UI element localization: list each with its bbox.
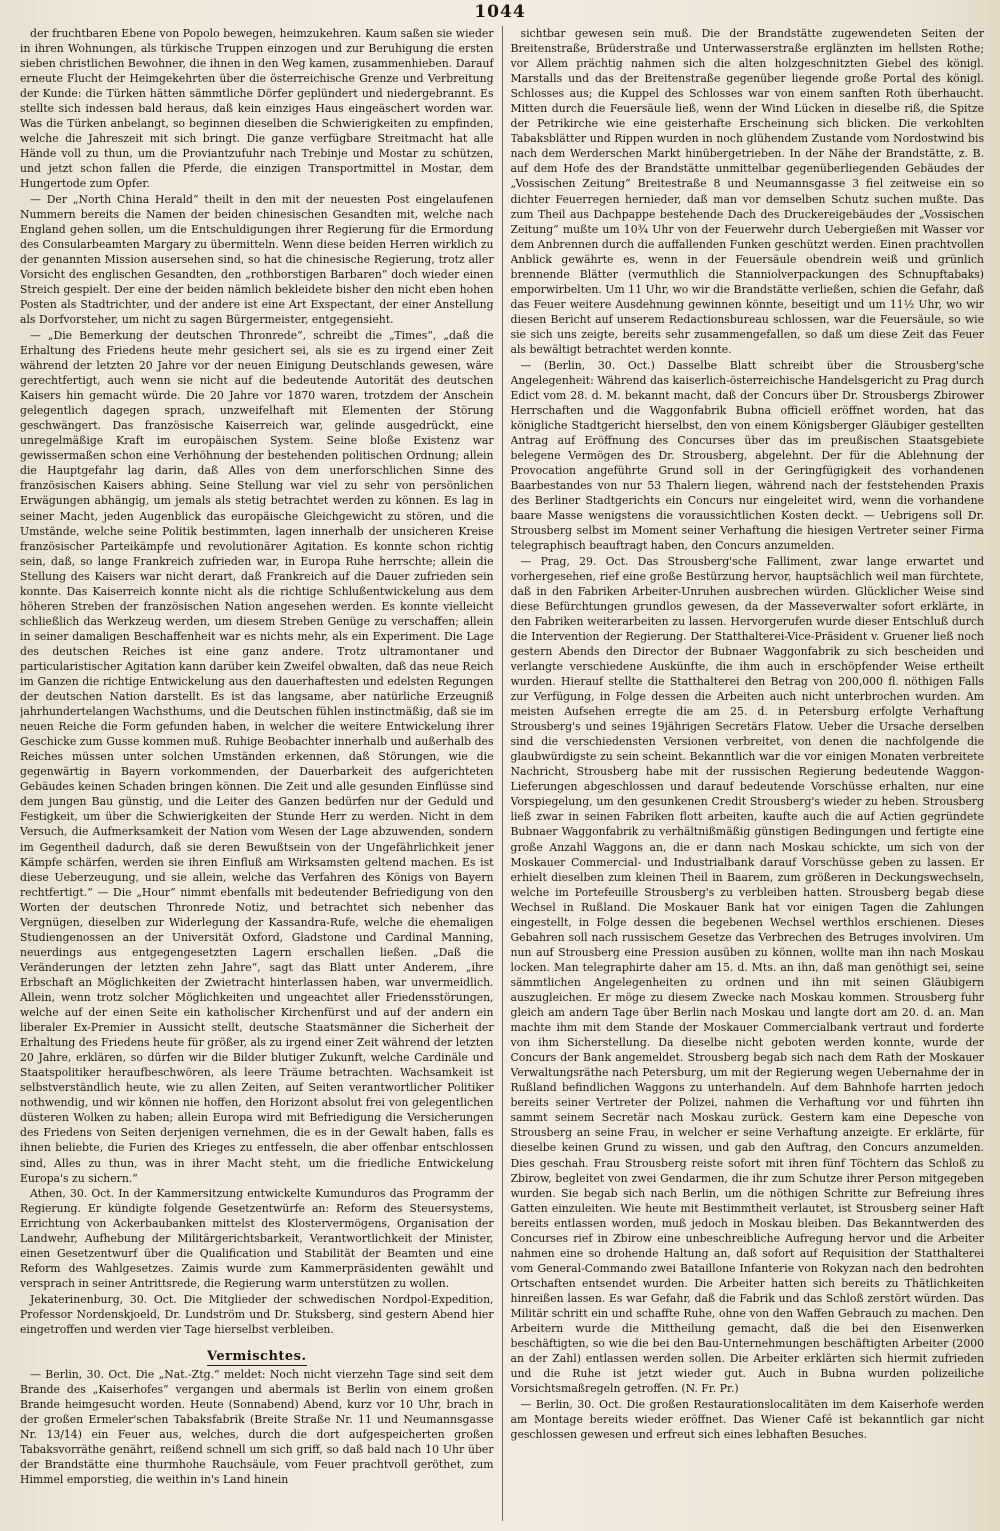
- column-divider: [502, 26, 503, 1521]
- paragraph-kaiserhof: — Berlin, 30. Oct. Die großen Restaurationslocalitäten im dem Kaiserhofe werden am Montage bereits wieder eröffnet. Das Wiener Café ist bekanntlich gar nicht geschlossen gewesen und erfreut sich eines lebhaften Besuches.: [510, 1397, 985, 1441]
- paragraph-strousberg-berlin: — (Berlin, 30. Oct.) Dasselbe Blatt schreibt über die Strousberg'sche Angelegenheit: Während das kaiserlich-österreichische Handelsgericht zu Prag durch Edict vom 28. d. M. bekannt macht, daß der Concurs über Dr. Strousbergs Zbirower Herrschaften und die Waggonfabrik Bubna officiell eröffnet worden, hat das königliche Stadtgericht hierselbst, den von einem Königsberger Gläubiger gestellten Antrag auf Eröffnung des Concurses über das im preußischen Staatsgebiete belegene Vermögen des Dr. Strousberg, abgelehnt. Der für die Ablehnung der Provocation angeführte Grund soll in der Geringfügigkeit des vorhandenen Baarbestandes von nur 53 Thalern liegen, während nach der feststehenden Praxis des Berliner Stadtgerichts ein Concurs nur eingeleitet wird, wenn die vorhandene baare Masse wenigstens die voraussichtlichen Kosten deckt. — Uebrigens soll Dr. Strousberg selbst im Moment seiner Verhaftung die hiesigen Vertreter seiner Firma telegraphisch beauftragt haben, den Concurs anzumelden.: [510, 358, 985, 553]
- paragraph-fire-continued: sichtbar gewesen sein muß. Die der Brandstätte zugewendeten Seiten der Breitenstraße, Brüderstraße und Unterwasserstraße erglänzten im hellsten Rothe; vor Allem prächtig nahmen sich die alten holzgeschnitzten Giebel des königl. Marstalls und das der Breitenstraße gegenüber liegende große Portal des königl. Schlosses aus; die Kuppel des Schlosses war von einem sanften Roth überhaucht. Mitten durch die Feuersäule ließ, wenn der Wind Lücken in dieselbe riß, die Spitze der Petrikirche wie eine geisterhafte Erscheinung sich blicken. Die verkohlten Tabaksblätter und Rippen wurden in noch glühendem Zustande vom Nordostwind bis nach dem Werderschen Markt hinübergetrieben. In der Nähe der Brandstätte, z. B. auf dem Hofe des der Brandstätte unmittelbar gegenüberliegenden Gebäudes der „Vossischen Zeitung“ Breitestraße 8 und Neumannsgasse 3 fiel zeitweise ein so dichter Feuerregen hernieder, daß man vor demselben Schutz suchen mußte. Das zum Theil aus Dachpappe bestehende Dach des Druckereigebäudes der „Vossischen Zeitung“ mußte um 10¾ Uhr von der Feuerwehr durch Uebergießen mit Wasser vor dem Anbrennen durch die auffallenden Funken geschützt werden. Einen prachtvollen Anblick gewährte es, wenn in der Feuersäule obendrein weiß und grünlich brennende Blätter (vermuthlich die Stanniolverpackungen des Schnupftabaks) emporwirbelten. Um 11 Uhr, wo wir die Brandstätte verließen, schien die Gefahr, daß das Feuer weitere Ausdehnung gewinnen könnte, beseitigt und um 11½ Uhr, wo wir diesen Bericht auf unserem Redactionsbureau schlossen, war die Feuersäule, so wie sie sich uns zeigte, bereits sehr zusammengefallen, so daß um diese Zeit das Feuer als bewältigt betrachtet werden konnte.: [510, 27, 985, 356]
- text-columns: [20, 26, 984, 1521]
- paragraph-jekaterinenburg: Jekaterinenburg, 30. Oct. Die Mitglieder der schwedischen Nordpol-Expedition, Professor Nordenskjoeld, Dr. Lundström und Dr. Stuksberg, sind gestern Abend hier eingetroffen und werden vier Tage hierselbst verbleiben.: [20, 1292, 494, 1337]
- section-heading-text: Vermischtes.: [207, 1349, 307, 1365]
- left-column: [20, 26, 494, 1521]
- right-column: [511, 26, 985, 1521]
- page-number: 1044: [474, 2, 526, 22]
- paragraph-thronrede: — „Die Bemerkung der deutschen Thronrede“, schreibt die „Times“, „daß die Erhaltung des Friedens heute mehr gesichert sei, als sie es zu irgend einer Zeit während der letzten 20 Jahre vor der neuen Einigung Deutschlands gewesen, wäre gerechtfertigt, auch wenn sie nicht auf die bedeutende Autorität des deutschen Kaisers hin gemacht würde. Die 20 Jahre vor 1870 waren, trotzdem der Anschein gelegentlich dagegen sprach, unzweifelhaft mit Elementen der Störung geschwängert. Das französische Kaiserreich war, gelinde ausgedrückt, eine unregelmäßige Kraft im europäischen System. Seine bloße Existenz war gewissermaßen schon eine Verhöhnung der bestehenden politischen Ordnung; allein die Hauptgefahr lag darin, daß Alles von dem unerforschlichen Sinne des französischen Kaisers abhing. Seine Stellung war viel zu sehr von persönlichen Erwägungen abhängig, um jemals als stetig betrachtet werden zu können. Es lag in seiner Macht, jeden Augenblick das europäische Gleichgewicht zu stören, und die Umstände, welche seine Politik bestimmten, lagen innerhalb der unsicheren Kreise französischer Parteikämpfe und revolutionärer Agitation. Es konnte schon richtig sein, daß, so lange Frankreich zufrieden war, in Europa Ruhe herrschte; allein die Stellung des Kaisers war nicht derart, daß Frankreich auf die Dauer zufrieden sein konnte. Das Kaiserreich konnte nicht als die richtige Schlußentwickelung aus dem höheren Streben der französischen Nation angesehen werden. Es konnte vielleicht schließlich das Werkzeug werden, um diesem Streben Genüge zu verschaffen; allein in seiner damaligen Beschaffenheit war es nichts mehr, als ein Experiment. Die Lage des deutschen Reiches ist eine ganz andere. Trotz ultramontaner und particularistischer Agitation kann darüber kein Zweifel obwalten, daß das neue Reich im Ganzen die richtige Entwickelung aus den dauerhaftesten und edelsten Regungen der deutschen Nation darstellt. Es ist das langsame, aber natürliche Erzeugniß jahrhundertelangen Wachsthums, und die Deutschen fühlen instinctmäßig, daß sie im neuen Reiche die Form gefunden haben, in welcher die weitere Entwickelung ihrer Geschicke zum Gusse kommen muß. Ruhige Beobachter innerhalb und außerhalb des Reiches müssen unter solchen Umständen erkennen, daß Störungen, wie die gegenwärtig in Bayern vorkommenden, der Dauerbarkeit des aufgerichteten Gebäudes keinen Schaden bringen können. Die Zeit und alle gesunden Einflüsse sind dem jungen Bau günstig, und die Leiter des Ganzen bedürfen nur der Geduld und Festigkeit, um über die Schwierigkeiten der Stunde Herr zu werden. Nicht in dem Versuch, die Aufmerksamkeit der Nation vom Wesen der Lage abzuwenden, sondern im Gegentheil dadurch, daß sie deren Bewußtsein von der Ungefährlichkeit jener Kämpfe schärfen, werden sie ihren Einfluß am Wirksamsten geltend machen. Es ist diese Ueberzeugung, und sie allein, welche das Verfahren des Königs von Bayern rechtfertigt.“ — Die „Hour“ nimmt ebenfalls mit bedeutender Befriedigung von den Worten der deutschen Thronrede Notiz, und betrachtet sich nebenher das Vergnügen, dieselben zur Widerlegung der Kassandra-Rufe, welche die ehemaligen Studiengenossen an der Universität Oxford, Gladstone und Cardinal Manning, neuerdings aus entgegengesetzten Lagern erschallen ließen. „Daß die Veränderungen der letzten zehn Jahre“, sagt das Blatt unter Anderem, „ihre Erbschaft an Möglichkeiten der Zwietracht hinterlassen haben, war unvermeidlich. Allein, wenn trotz solcher Möglichkeiten und ungeachtet aller Friedensstörungen, welche auf der einen Seite ein katholischer Kirchenfürst und auf der andern ein liberaler Ex-Premier in Aussicht stellt, deutsche Staatsmänner die Sicherheit der Erhaltung des Friedens heute für größer, als zu irgend einer Zeit während der letzten 20 Jahre, erklären, so dürfen wir die Bilder blutiger Zukunft, welche Cardinäle und Staatspolitiker heraufbeschwören, als leere Träume betrachten. Wachsamkeit ist selbstverständlich heute, wie zu allen Zeiten, auf Seiten verantwortlicher Politiker nothwendig, und wir können nie hoffen, den Horizont absolut frei von gelegentlichen düsteren Wolken zu haben; allein Europa wird mit Befriedigung die Versicherungen des Friedens von Seiten derjenigen vernehmen, die es in der Gewalt haben, falls es ihnen beliebte, die Furien des Krieges zu entfesseln, die aber offenbar entschlossen sind, Alles zu thun, was in ihrer Macht steht, um die friedliche Entwickelung Europa's zu sichern.“: [20, 328, 494, 1185]
- paragraph-china-herald: — Der „North China Herald“ theilt in den mit der neuesten Post eingelaufenen Nummern bereits die Namen der beiden chinesischen Gesandten mit, welche nach England gehen sollen, um die Entschuldigungen ihrer Regierung für die Ermordung des Consularbeamten Margary zu übermitteln. Wenn diese beiden Herren wirklich zu der genannten Mission ausersehen sind, so hat die chinesische Regierung, trotz aller Vorsicht des englischen Gesandten, den „rothborstigen Barbaren“ doch wieder einen Streich gespielt. Der eine der beiden nämlich bekleidete bisher den nicht eben hohen Posten als Stadtrichter, und der andere ist eine Art Exspectant, der einer Anstellung als Dorfvorsteher, um nicht zu sagen Bürgermeister, entgegensieht.: [20, 193, 494, 327]
- paragraph-berlin-fire: — Berlin, 30. Oct. Die „Nat.-Ztg.“ meldet: Noch nicht vierzehn Tage sind seit dem Brande des „Kaiserhofes“ vergangen und abermals ist Berlin von einem großen Brande heimgesucht worden. Heute (Sonnabend) Abend, kurz vor 10 Uhr, brach in der großen Ermeler'schen Tabaksfabrik (Breite Straße Nr. 11 und Neumannsgasse Nr. 13/14) ein Feuer aus, welches, durch die dort aufgespeicherten großen Tabaksvorräthe genährt, reißend schnell um sich griff, so daß bald nach 10 Uhr über der Brandstätte eine thurmhohe Rauchsäule, vom Feuer prachtvoll geröthet, zum Himmel emporstieg, die weithin in's Land hinein: [20, 1368, 494, 1487]
- paragraph-athen: Athen, 30. Oct. In der Kammersitzung entwickelte Kumunduros das Programm der Regierung. Er kündigte folgende Gesetzentwürfe an: Reform des Steuersystems, Errichtung von Ackerbaubanken mittelst des Klostervermögens, Organisation der Landwehr, Aufhebung der Militärgerichtsbarkeit, Verantwortlichkeit der Minister, einen Gesetzentwurf über die Qualification und Stabilität der Beamten und eine Reform des Wahlgesetzes. Zaimis wurde zum Kammerpräsidenten gewählt und versprach in seiner Antrittsrede, die Regierung warm unterstützen zu wollen.: [20, 1187, 494, 1291]
- paragraph-bosnia: der fruchtbaren Ebene von Popolo bewegen, heimzukehren. Kaum saßen sie wieder in ihren Wohnungen, als türkische Truppen einzogen und zur Beruhigung die ersten sieben christlichen Bewohner, die ihnen in den Weg kamen, zusammenhieben. Darauf erneute Flucht der Heimgekehrten über die österreichische Grenze und Verbreitung der Kunde: die Türken hätten sämmtliche Dörfer geplündert und niedergebrannt. Es stellte sich indessen bald heraus, daß kein einziges Haus eingeäschert worden war. Was die Türken anbelangt, so beginnen dieselben die Schwierigkeiten zu empfinden, welche die Jahreszeit mit sich bringt. Die ganze verfügbare Streitmacht hat alle Hände voll zu thun, um die Proviantzufuhr nach Trebinje und Mostar zu schützen, und jetzt schon fallen die Pferde, die einzigen Transportmittel in Mostar, dem Hungertode zum Opfer.: [20, 27, 494, 191]
- section-heading: [20, 1349, 494, 1364]
- paragraph-strousberg-prag: — Prag, 29. Oct. Das Strousberg'sche Falliment, zwar lange erwartet und vorhergesehen, rief eine große Bestürzung hervor, hauptsächlich weil man fürchtete, daß in den Fabriken Arbeiter-Unruhen ausbrechen würden. Glücklicher Weise sind diese Befürchtungen grundlos gewesen, da der Masseverwalter sofort erklärte, in den Fabriken weiterarbeiten zu lassen. Hervorgerufen wurde dieser Entschluß durch die Intervention der Regierung. Der Statthalterei-Vice-Präsident v. Gruener ließ noch gestern Abends den Director der Bubnaer Waggonfabrik zu sich bescheiden und verlangte verschiedene Auskünfte, die ihm auch in erschöpfender Weise ertheilt wurden. Hierauf stellte die Statthalterei den Betrag von 200,000 fl. nöthigen Falls zur Verfügung, in Folge dessen die Arbeiten auch nicht unterbrochen wurden. Am meisten Aufsehen erregte die am 25. d. in Petersburg erfolgte Verhaftung Strousberg's und seines 19jährigen Secretärs Flatow. Ueber die Ursache derselben sind die verschiedensten Versionen verbreitet, von denen die nachfolgende die glaubwürdigste zu sein scheint. Bekanntlich war die vor einigen Monaten verbreitete Nachricht, Strousberg habe mit der russischen Regierung bedeutende Waggon-Lieferungen abgeschlossen und darauf bedeutende Vorschüsse erhalten, nur eine Vorspiegelung, um den gesunkenen Credit Strousberg's wieder zu heben. Strousberg ließ zwar in seinen Fabriken flott arbeiten, kaufte auch die auf Actien gegründete Bubnaer Waggonfabrik zu verhältnißmäßig günstigen Bedingungen und fertigte eine große Anzahl Waggons an, die er dann nach Moskau schickte, um sich von der Moskauer Commercial- und Industrialbank darauf Vorschüsse geben zu lassen. Er erhielt dieselben zum kleinen Theil in Baarem, zum größeren in Deckungswechseln, welche im Portefeuille Strousberg's zu verbleiben hatten. Strousberg begab diese Wechsel in Rußland. Die Moskauer Bank hat vor einigen Tagen die Zahlungen eingestellt, in Folge dessen die begebenen Wechsel werthlos erschienen. Dieses Gebahren soll nach russischem Gesetze das Verbrechen des Betruges involviren. Um nun auf Strousberg eine Pression ausüben zu können, wollte man ihn nach Moskau locken. Man telegraphirte daher am 15. d. Mts. an ihn, daß man genöthigt sei, seine sämmtlichen Angelegenheiten zu ordnen und ihn mit seinen Gläubigern auszugleichen. Er möge zu diesem Zwecke nach Moskau kommen. Strousberg fuhr gleich am andern Tage über Berlin nach Moskau und langte dort am 20. d. an. Man machte ihm mit dem Stande der Moskauer Commercialbank vertraut und forderte von ihm Sicherstellung. Da dieselbe nicht geboten werden konnte, wurde der Concurs der Bank angemeldet. Strousberg begab sich nach dem Rath der Moskauer Verwaltungsräthe nach Petersburg, um mit der Regierung wegen Uebernahme der in Rußland befindlichen Waggons zu unterhandeln. Auf dem Bahnhofe harrten jedoch bereits seiner Vertreter der Polizei, nahmen die Verhaftung vor und führten ihn sammt seinem Secretär nach Moskau zurück. Gestern kam eine Depesche von Strousberg an seine Frau, in welcher er seine Verhaftung anzeigte. Er erklärte, für dieselbe keinen Grund zu wissen, und gab den Auftrag, den Concurs anzumelden. Dies geschah. Frau Strousberg reiste sofort mit ihren fünf Töchtern das Schloß zu Zbirow, begleitet von zwei Gendarmen, die ihr zum Schutze ihrer Person mitgegeben wurden. Sie begab sich nach Berlin, um die nöthigen Schritte zur Befreiung ihres Gatten einzuleiten. Wie heute mit Bestimmtheit verlautet, ist Strousberg seiner Haft bereits entlassen worden, muß jedoch in Moskau bleiben. Das Bekanntwerden des Concurses rief in Zbirow eine unbeschreibliche Aufregung hervor und die Arbeiter nahmen eine so drohende Haltung an, daß sofort auf Requisition der Statthalterei vom General-Commando zwei Bataillone Infanterie von Rokyzan nach den bedrohten Ortschaften entsendet wurden. Die Arbeiter hatten sich bereits zu Thätlichkeiten hinreißen lassen. Es war Gefahr, daß die Fabrik und das Schloß zerstört würden. Das Militär schritt ein und schaffte Ruhe, ohne von den Waffen Gebrauch zu machen. Den Arbeitern wurde die Mittheilung gemacht, daß die bei den Eisenwerken beschäftigten, so wie die bei den Bau-Unternehmungen beschäftigten Arbeiter (2000 an der Zahl) entlassen werden sollen. Die Arbeiter erklärten sich hiermit zufrieden und die Ruhe ist jetzt wieder gut. Auch in Bubna wurden polizeiliche Vorsichtsmaßregeln getroffen. (N. Fr. Pr.): [510, 554, 985, 1396]
